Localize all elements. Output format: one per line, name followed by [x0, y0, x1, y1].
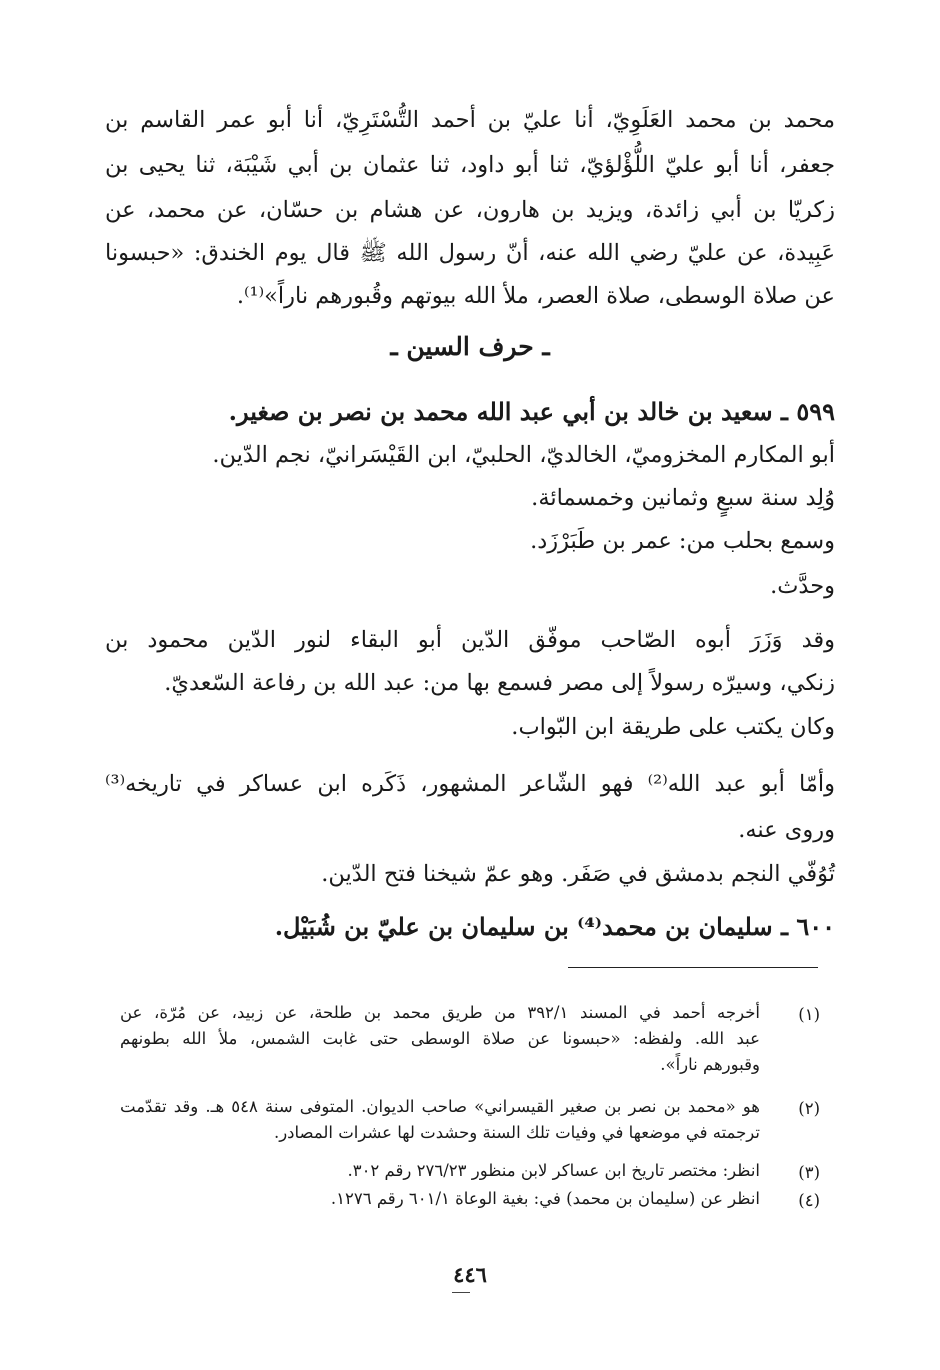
- body-line-5: عن صلاة الوسطى، صلاة العصر، ملأ الله بيوتهم وقُبورهم ناراً»⁽¹⁾.: [236, 283, 835, 309]
- footnote-4-number: (٤): [798, 1191, 820, 1210]
- footnote-1-text: [120, 1000, 760, 1078]
- entry-599-line-2: وُلِد سنة سبعٍ وثمانين وخمسمائة.: [531, 485, 835, 511]
- page-number-underline: [452, 1292, 470, 1293]
- entry-599-title: ٥٩٩ ـ سعيد بن خالد بن أبي عبد الله محمد بن نصر بن صغير.: [228, 397, 835, 426]
- footnote-4-text: [120, 1186, 760, 1212]
- footnote-2-text: [120, 1094, 760, 1146]
- footnote-3-text: [120, 1158, 760, 1184]
- entry-599-para2-line-1: وقد وَزَرَ أبوه الصّاحب موفّق الدّين أبو البقاء لنور الدّين محمود بن: [105, 627, 835, 653]
- entry-599-line-1: أبو المكارم المخزوميّ، الخالديّ، الحلبيّ، ابن القَيْسَرانيّ، نجم الدّين.: [212, 442, 835, 468]
- body-line-1: محمد بن محمد العَلَوِيّ، أنا عليّ بن أحمد التُّسْتَرِيّ، أنا أبو عمر القاسم بن: [105, 107, 835, 133]
- body-line-2: جعفر، أنا أبو عليّ اللُّؤْلؤيّ، ثنا أبو داود، ثنا عثمان بن أبي شَيْبَة، ثنا يحيى بن: [105, 152, 835, 178]
- footnote-3-number: (٣): [798, 1163, 820, 1182]
- footnote-1-line-1: أخرجه أحمد في المسند ٣٩٢/١ من طريق محمد بن طلحة، عن زبيد، عن مُرّة، عن: [120, 1003, 760, 1022]
- body-line-4: عَبِيدة، عن عليّ رضي الله عنه، أنّ رسول الله ﷺ قال يوم الخندق: «حبسونا: [105, 240, 835, 266]
- footnote-2-line-1: هو «محمد بن نصر بن صغير القيسراني» صاحب الديوان. المتوفى سنة ٥٤٨ هـ. وقد تقدّمت: [120, 1097, 760, 1116]
- footnote-1-line-3: وقبورهم ناراً».: [660, 1055, 760, 1074]
- footnote-divider: [568, 967, 818, 968]
- page-number: ٤٤٦: [453, 1262, 487, 1287]
- footnote-1-line-2: عبد الله. ولفظه: «حبسونا عن صلاة الوسطى حتى غابت الشمس، ملأ الله بطونهم: [120, 1029, 760, 1048]
- entry-599-line-4: وحدَّث.: [770, 573, 835, 599]
- entry-599-line-3: وسمع بحلب من: عمر بن طَبَرْزَد.: [530, 528, 835, 554]
- footnote-4-line-1: انظر عن (سليمان بن محمد) في: بغية الوعاة ٦٠١/١ رقم ١٢٧٦.: [330, 1189, 760, 1208]
- entry-599-para2-line-3: وكان يكتب على طريقة ابن البّواب.: [511, 714, 835, 740]
- entry-599-para3-line-2: وروى عنه.: [738, 817, 835, 843]
- footnote-3-line-1: انظر: مختصر تاريخ ابن عساكر لابن منظور ٢٧٦/٢٣ رقم ٣٠٢.: [347, 1161, 760, 1180]
- footnote-2-line-2: ترجمته في موضعها في وفيات تلك السنة وحشدت لها عشرات المصادر.: [273, 1123, 760, 1142]
- entry-599-para3-line-3: تُوُفّي النجم بدمشق في صَفَر. وهو عمّ شيخنا فتح الدّين.: [321, 861, 835, 887]
- section-heading: ـ حرف السين ـ: [390, 332, 550, 361]
- entry-599-para2-line-2: زنكي، وسيرّه رسولاً إلى مصر فسمع بها من: عبد الله بن رفاعة السّعديّ.: [164, 670, 835, 696]
- entry-600-title: ٦٠٠ ـ سليمان بن محمد⁽⁴⁾ بن سليمان بن عليّ بن شُبَيْل.: [274, 912, 835, 941]
- entry-599-para3-line-1: وأمّا أبو عبد الله⁽²⁾ فهو الشّاعر المشهور، ذَكَره ابن عساكر في تاريخه⁽³⁾: [105, 771, 835, 797]
- body-line-3: زكريّا بن أبي زائدة، ويزيد بن هارون، عن هشام بن حسّان، عن محمد، عن: [105, 197, 835, 223]
- footnote-2-number: (٢): [798, 1099, 820, 1118]
- footnote-1-number: (١): [798, 1005, 820, 1024]
